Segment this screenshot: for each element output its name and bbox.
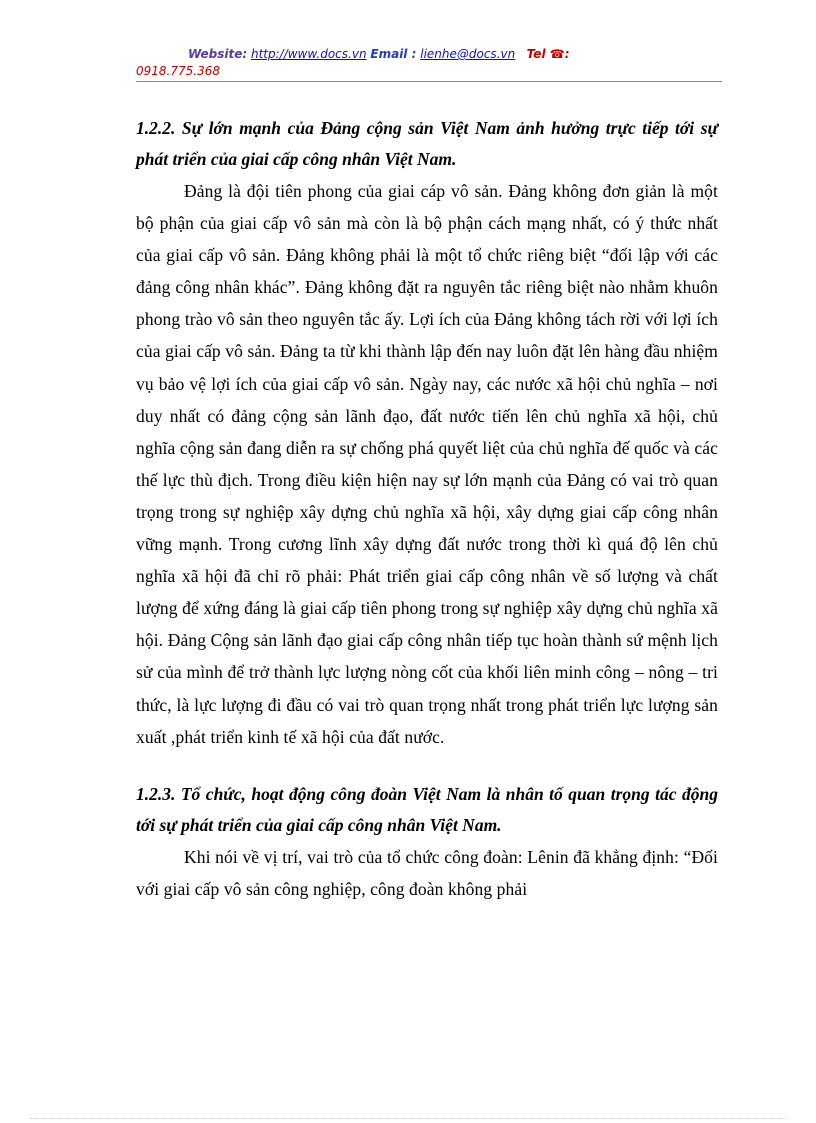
section-heading-1-2-3: 1.2.3. Tổ chức, hoạt động công đoàn Việt Nam là nhân tố quan trọng tác động tới sự phát triển của giai cấp công nhân Việt Nam. bbox=[136, 783, 718, 835]
document-body bbox=[136, 113, 718, 905]
footer-divider bbox=[30, 1118, 786, 1119]
section-paragraph-1-2-2: Đảng là đội tiên phong của giai cáp vô sản. Đảng không đơn giản là một bộ phận của giai cấp vô sản mà còn là bộ phận cách mạng nhất, có ý thức nhất của giai cấp vô sản. Đảng không phải là một tổ chức riêng biệt “đối lập với các đảng công nhân khác”. Đảng không đặt ra nguyên tắc riêng biệt nào nhằm khuôn phong trào vô sản theo nguyên tắc ấy. Lợi ích của Đảng không tách rời với lợi ích của giai cấp vô sản. Đảng ta từ khi thành lập đến nay luôn đặt lên hàng đầu nhiệm vụ bảo vệ lợi ích của giai cấp vô sản. Ngày nay, các nước xã hội chủ nghĩa – nơi duy nhất có đảng cộng sản lãnh đạo, đất nước tiến lên chủ nghĩa xã hội, chủ nghĩa cộng sản đang diễn ra sự chống phá quyết liệt của chủ nghĩa đế quốc và các thế lực thù địch. Trong điều kiện hiện nay sự lớn mạnh của Đảng có vai trò quan trọng trong sự nghiệp xây dựng chủ nghĩa xã hội, xây dựng giai cấp công nhân vững mạnh. Trong cương lĩnh xây dựng đất nước trong thời kì quá độ lên chủ nghĩa xã hội đã chỉ rõ phải: Phát triển giai cấp công nhân về số lượng và chất lượng để xứng đáng là giai cấp tiên phong trong sự nghiệp xây dựng chủ nghĩa xã hội. Đảng Cộng sản lãnh đạo giai cấp công nhân tiếp tục hoàn thành sứ mệnh lịch sử của mình để trở thành lực lượng nòng cốt của khối liên minh công – nông – tri thức, là lực lượng đi đầu có vai trò quan trọng nhất trong phát triển lực lượng sản xuất ,phát triển kinh tế xã hội của đất nước. bbox=[136, 181, 718, 747]
email-link[interactable]: lienhe@docs.vn bbox=[420, 47, 516, 61]
header-divider bbox=[136, 81, 722, 82]
email-label: Email : bbox=[370, 47, 417, 61]
website-link[interactable]: http://www.docs.vn bbox=[250, 47, 367, 61]
section-gap bbox=[136, 753, 718, 779]
section-paragraph-1-2-3: Khi nói về vị trí, vai trò của tổ chức công đoàn: Lênin đã khẳng định: “Đối với giai cấp vô sản công nghiệp, công đoàn không phải bbox=[136, 846, 718, 899]
section-heading-1-2-2: 1.2.2. Sự lớn mạnh của Đảng cộng sản Việt Nam ảnh hưởng trực tiếp tới sự phát triển của giai cấp công nhân Việt Nam. bbox=[136, 118, 718, 169]
page-header bbox=[136, 46, 722, 80]
phone-number: 0918.775.368 bbox=[136, 64, 220, 78]
tel-label: Tel ☎: bbox=[526, 47, 570, 61]
website-label: Website: bbox=[188, 47, 248, 61]
